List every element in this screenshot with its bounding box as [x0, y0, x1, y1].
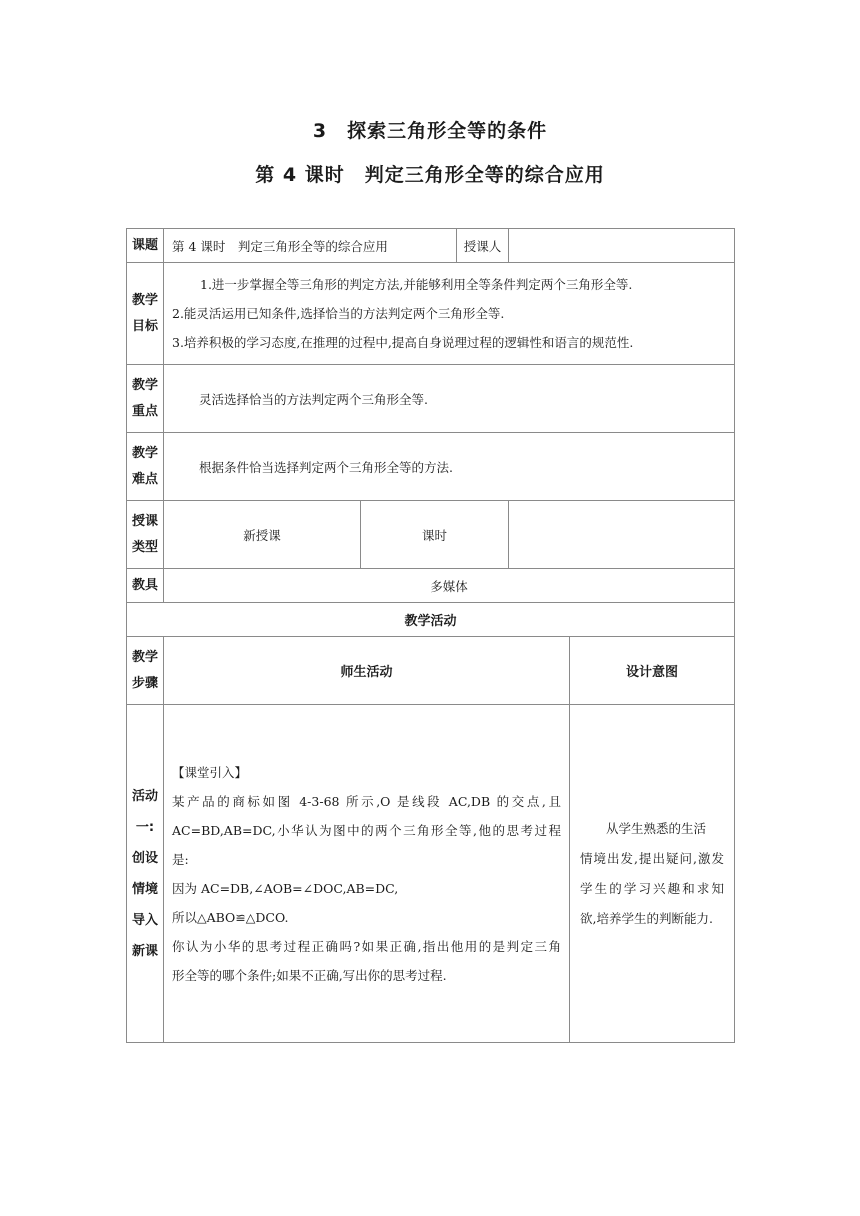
tools-label: 教具 [127, 569, 164, 603]
key-point: 灵活选择恰当的方法判定两个三角形全等. [164, 365, 735, 433]
goal-item: 1.进一步掌握全等三角形的判定方法,并能够利用全等条件判定两个三角形全等. [200, 277, 633, 292]
lesson-plan-table [126, 228, 735, 1043]
row-key-point [127, 365, 735, 433]
row-steps-header [127, 637, 735, 705]
activity1-line: 形全等的哪个条件;如果不正确,写出你的思考过程. [172, 967, 447, 983]
activity1-label: 活动 一: 创设 情境 导入 新课 [127, 705, 164, 1043]
row-activity-1 [127, 705, 735, 1043]
difficulty-label: 教学 难点 [127, 433, 164, 501]
design-line: 情境出发,提出疑问,激发 [580, 850, 724, 866]
activity1-line: 因为 AC=DB,∠AOB=∠DOC,AB=DC, [172, 880, 399, 896]
hours-label: 课时 [361, 501, 509, 569]
type-value: 新授课 [164, 501, 361, 569]
design-line: 欲,培养学生的判断能力. [580, 910, 713, 926]
topic-label: 课题 [127, 229, 164, 263]
teacher-student-header: 师生活动 [164, 637, 570, 705]
row-type [127, 501, 735, 569]
activity1-content [164, 705, 570, 1043]
design-intent [570, 705, 735, 1043]
tools-value: 多媒体 [164, 569, 735, 603]
row-tools [127, 569, 735, 603]
design-line: 从学生熟悉的生活 [606, 820, 707, 836]
topic-value: 第 4 课时 判定三角形全等的综合应用 [164, 229, 457, 263]
teacher-label: 授课人 [457, 229, 509, 263]
activity1-line: 是: [172, 851, 189, 867]
row-activities-header [127, 603, 735, 637]
hours-value [509, 501, 735, 569]
type-label: 授课 类型 [127, 501, 164, 569]
teacher-value [509, 229, 735, 263]
design-line: 学生的学习兴趣和求知 [580, 880, 724, 896]
steps-label: 教学 步骤 [127, 637, 164, 705]
activity1-line: AC=BD,AB=DC,小华认为图中的两个三角形全等,他的思考过程 [172, 822, 561, 838]
design-header: 设计意图 [570, 637, 735, 705]
goal-item: 2.能灵活运用已知条件,选择恰当的方法判定两个三角形全等. [172, 306, 505, 321]
lesson-title: 第 4 课时 判定三角形全等的综合应用 [255, 164, 605, 186]
goals-label: 教学 目标 [127, 263, 164, 365]
activity1-line: 所以△ABO≌△DCO. [172, 909, 289, 925]
row-topic [127, 229, 735, 263]
section-title: 3 探索三角形全等的条件 [312, 120, 548, 142]
row-goals [127, 263, 735, 365]
activities-header: 教学活动 [127, 603, 735, 637]
activity1-line: 你认为小华的思考过程正确吗?如果正确,指出他用的是判定三角 [172, 938, 561, 954]
goal-item: 3.培养积极的学习态度,在推理的过程中,提高自身说理过程的逻辑性和语言的规范性. [172, 335, 634, 350]
goals-cell [164, 263, 735, 365]
key-label: 教学 重点 [127, 365, 164, 433]
row-difficulty [127, 433, 735, 501]
activity1-heading: 【课堂引入】 [172, 764, 248, 780]
difficulty: 根据条件恰当选择判定两个三角形全等的方法. [164, 433, 735, 501]
activity1-line: 某产品的商标如图 4-3-68 所示,O 是线段 AC,DB 的交点,且 [172, 793, 561, 809]
